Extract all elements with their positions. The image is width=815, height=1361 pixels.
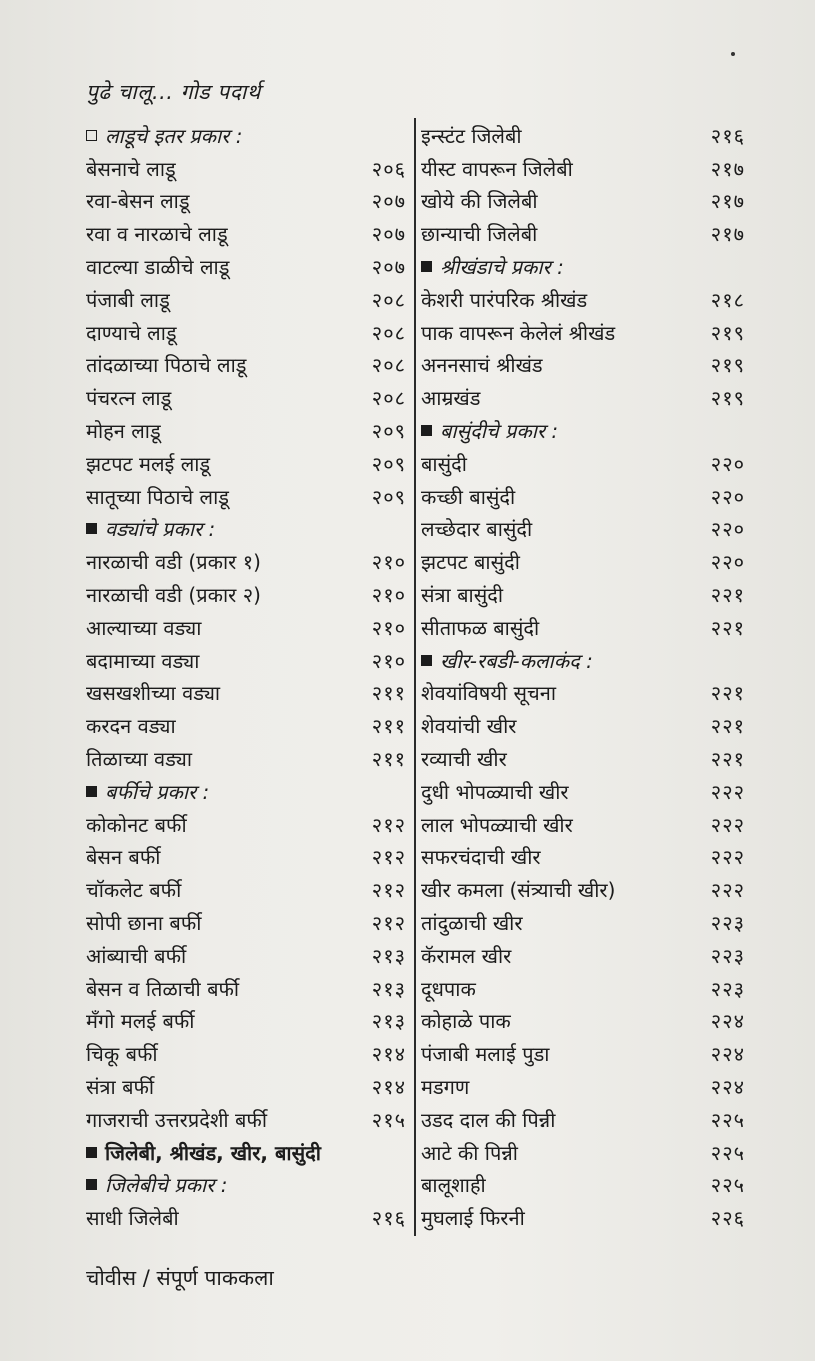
heading-wrap [86,1172,227,1200]
toc-entry [86,741,406,774]
entry-page-number: २२० [710,550,745,575]
page-speck [731,52,735,56]
entry-page-number: २०९ [371,484,406,509]
entry-page-number: २१७ [710,189,745,214]
toc-entry [421,315,745,348]
toc-left-column [86,118,406,1233]
heading-text: वड्यांचे प्रकार : [105,517,216,542]
toc-entry [86,446,406,479]
toc-subheading [421,413,745,446]
toc-entry [421,610,745,643]
toc-entry [421,512,745,545]
entry-page-number: २०७ [371,222,406,247]
entry-title: खसखशीच्या वड्या [86,681,221,706]
entry-page-number: २१४ [371,1074,406,1099]
entry-title: खीर कमला (संत्र्याची खीर) [421,878,616,903]
toc-entry [86,610,406,643]
entry-page-number: २२१ [710,582,745,607]
filled-square-bullet-icon [86,1179,97,1190]
filled-square-bullet-icon [86,1147,97,1158]
entry-title: बदामाच्या वड्या [86,648,200,673]
entry-title: सोपी छाना बर्फी [86,910,202,935]
entry-page-number: २२३ [710,910,745,935]
heading-wrap [421,648,593,676]
toc-entry [86,643,406,676]
entry-title: साधी जिलेबी [86,1206,179,1231]
filled-square-bullet-icon [421,425,432,436]
entry-page-number: २१९ [710,386,745,411]
heading-wrap [421,254,564,282]
toc-entry [421,184,745,217]
entry-title: लच्छेदार बासुंदी [421,517,533,542]
toc-entry [86,479,406,512]
heading-text: जिलेबी, श्रीखंड, खीर, बासुंदी [105,1140,321,1165]
entry-title: दुधी भोपळ्याची खीर [421,779,569,804]
toc-entry [421,1069,745,1102]
filled-square-bullet-icon [421,261,432,272]
toc-entry [86,348,406,381]
entry-title: नारळाची वडी (प्रकार १) [86,550,261,575]
heading-wrap [86,779,209,807]
entry-title: अननसाचं श्रीखंड [421,353,543,378]
entry-title: संत्रा बर्फी [86,1074,155,1099]
entry-title: खोये की जिलेबी [421,189,538,214]
toc-entry [86,413,406,446]
entry-page-number: २०९ [371,418,406,443]
toc-entry [421,708,745,741]
entry-title: सफरचंदाची खीर [421,845,541,870]
entry-page-number: २१३ [371,976,406,1001]
entry-page-number: २१३ [371,1009,406,1034]
toc-entry [86,249,406,282]
entry-title: गाजराची उत्तरप्रदेशी बर्फी [86,1107,267,1132]
entry-page-number: २२५ [710,1107,745,1132]
toc-entry [86,151,406,184]
entry-page-number: २२४ [710,1074,745,1099]
entry-title: आल्याच्या वड्या [86,615,202,640]
entry-title: पंचरत्न लाडू [86,386,172,411]
toc-entry [421,840,745,873]
toc-entry [421,1036,745,1069]
entry-page-number: २२५ [710,1140,745,1165]
toc-entry [421,807,745,840]
entry-page-number: २२४ [710,1009,745,1034]
entry-title: शेवयांविषयी सूचना [421,681,556,706]
toc-entry [86,216,406,249]
entry-title: छान्याची जिलेबी [421,222,538,247]
toc-entry [86,971,406,1004]
entry-page-number: २१७ [710,222,745,247]
toc-entry [421,971,745,1004]
toc-subheading [86,774,406,807]
toc-entry [421,216,745,249]
toc-entry [86,807,406,840]
entry-page-number: २१८ [710,287,745,312]
entry-page-number: २११ [371,681,406,706]
toc-entry [421,446,745,479]
entry-page-number: २१६ [371,1206,406,1231]
toc-entry [421,380,745,413]
toc-entry [421,577,745,610]
toc-entry [421,544,745,577]
entry-page-number: २१४ [371,1042,406,1067]
running-head: पुढे चालू... गोड पदार्थ [86,80,261,104]
entry-title: मडगण [421,1074,470,1099]
entry-page-number: २०८ [371,320,406,345]
entry-page-number: २२२ [710,779,745,804]
entry-page-number: २२६ [710,1206,745,1231]
entry-page-number: २१० [371,648,406,673]
toc-entry [421,1168,745,1201]
entry-page-number: २२२ [710,845,745,870]
entry-title: लाल भोपळ्याची खीर [421,812,573,837]
toc-entry [86,905,406,938]
entry-title: रवा-बेसन लाडू [86,189,190,214]
entry-page-number: २१६ [710,123,745,148]
entry-title: कोहाळे पाक [421,1009,511,1034]
heading-wrap [421,418,558,446]
entry-title: उडद दाल की पिन्नी [421,1107,556,1132]
heading-wrap [86,516,215,544]
entry-title: तांदळाच्या पिठाचे लाडू [86,353,247,378]
entry-title: आंब्याची बर्फी [86,943,187,968]
entry-title: केशरी पारंपरिक श्रीखंड [421,287,588,312]
entry-title: कॅरामल खीर [421,943,512,968]
entry-title: यीस्ट वापरून जिलेबी [421,156,573,181]
entry-title: सीताफळ बासुंदी [421,615,540,640]
entry-title: आम्रखंड [421,386,481,411]
toc-entry [421,348,745,381]
toc-entry [86,938,406,971]
filled-square-bullet-icon [86,523,97,534]
toc-entry [86,872,406,905]
entry-title: मुघलाई फिरनी [421,1206,525,1231]
entry-page-number: २१२ [371,878,406,903]
heading-wrap [86,1140,321,1168]
entry-title: बेसन व तिळाची बर्फी [86,976,240,1001]
toc-entry [86,577,406,610]
entry-page-number: २१० [371,582,406,607]
entry-page-number: २०८ [371,353,406,378]
column-divider [414,118,416,1236]
entry-page-number: २१० [371,550,406,575]
entry-title: बेसनाचे लाडू [86,156,176,181]
entry-title: नारळाची वडी (प्रकार २) [86,582,261,607]
entry-page-number: २०८ [371,287,406,312]
filled-square-bullet-icon [86,786,97,797]
entry-title: वाटल्या डाळीचे लाडू [86,254,230,279]
open-square-bullet-icon [86,130,97,141]
toc-entry [421,872,745,905]
toc-right-column [421,118,745,1233]
toc-entry [421,118,745,151]
entry-page-number: २१९ [710,320,745,345]
toc-entry [421,774,745,807]
entry-page-number: २२० [710,451,745,476]
entry-page-number: २०७ [371,254,406,279]
entry-title: बेसन बर्फी [86,845,161,870]
entry-page-number: २१३ [371,943,406,968]
toc-section-heading [86,1135,406,1168]
entry-title: झटपट मलई लाडू [86,451,211,476]
toc-subheading [86,118,406,151]
heading-text: श्रीखंडाचे प्रकार : [440,254,564,279]
toc-entry [86,282,406,315]
page-footer: चोवीस / संपूर्ण पाककला [86,1266,274,1290]
entry-title: दूधपाक [421,976,476,1001]
heading-text: लाडूचे इतर प्रकार : [105,123,243,148]
heading-text: बासुंदीचे प्रकार : [440,418,559,443]
entry-title: मँगो मलई बर्फी [86,1009,195,1034]
toc-entry [421,676,745,709]
entry-page-number: २०८ [371,386,406,411]
toc-entry [421,741,745,774]
toc-entry [421,905,745,938]
entry-page-number: २२२ [710,812,745,837]
toc-entry [86,1102,406,1135]
toc-subheading [421,643,745,676]
entry-title: झटपट बासुंदी [421,550,520,575]
entry-title: बासुंदी [421,451,467,476]
entry-title: दाण्याचे लाडू [86,320,177,345]
toc-entry [86,1200,406,1233]
entry-title: पंजाबी मलाई पुडा [421,1042,550,1067]
entry-title: चिकू बर्फी [86,1042,158,1067]
toc-entry [86,1004,406,1037]
entry-page-number: २१५ [371,1107,406,1132]
entry-page-number: २२१ [710,615,745,640]
entry-page-number: २२१ [710,714,745,739]
entry-page-number: २२१ [710,681,745,706]
entry-page-number: २१२ [371,812,406,837]
heading-text: बर्फीचे प्रकार : [105,779,210,804]
toc-entry [421,151,745,184]
entry-page-number: २२४ [710,1042,745,1067]
toc-entry [421,282,745,315]
entry-title: रव्याची खीर [421,746,507,771]
entry-title: तांदुळाची खीर [421,910,523,935]
toc-entry [86,184,406,217]
entry-page-number: २२१ [710,746,745,771]
entry-page-number: २१२ [371,910,406,935]
entry-page-number: २२५ [710,1173,745,1198]
entry-title: कच्छी बासुंदी [421,484,516,509]
entry-title: पंजाबी लाडू [86,287,170,312]
entry-title: रवा व नारळाचे लाडू [86,222,228,247]
entry-page-number: २०६ [371,156,406,181]
toc-subheading [86,1168,406,1201]
toc-entry [86,1036,406,1069]
entry-page-number: २१२ [371,845,406,870]
toc-entry [86,708,406,741]
heading-text: जिलेबीचे प्रकार : [105,1173,228,1198]
toc-entry [421,938,745,971]
heading-text: खीर-रबडी-कलाकंद : [440,648,593,673]
toc-entry [421,1004,745,1037]
heading-wrap [86,123,242,151]
entry-page-number: २११ [371,714,406,739]
entry-page-number: २०९ [371,451,406,476]
entry-title: शेवयांची खीर [421,714,517,739]
entry-page-number: २२२ [710,878,745,903]
entry-page-number: २२० [710,484,745,509]
entry-page-number: २२० [710,517,745,542]
toc-entry [86,544,406,577]
entry-title: बालूशाही [421,1173,486,1198]
toc-entry [86,840,406,873]
entry-title: तिळाच्या वड्या [86,746,193,771]
entry-page-number: २०७ [371,189,406,214]
toc-entry [421,479,745,512]
entry-page-number: २२३ [710,976,745,1001]
toc-entry [86,676,406,709]
entry-title: आटे की पिन्नी [421,1140,518,1165]
entry-page-number: २१७ [710,156,745,181]
toc-entry [86,1069,406,1102]
entry-page-number: २१० [371,615,406,640]
entry-title: कोकोनट बर्फी [86,812,187,837]
entry-title: पाक वापरून केलेलं श्रीखंड [421,320,616,345]
entry-title: चॉकलेट बर्फी [86,878,182,903]
entry-title: करदन वड्या [86,714,176,739]
toc-entry [421,1200,745,1233]
filled-square-bullet-icon [421,655,432,666]
entry-title: संत्रा बासुंदी [421,582,504,607]
toc-entry [86,315,406,348]
entry-title: मोहन लाडू [86,418,161,443]
toc-entry [421,1135,745,1168]
toc-subheading [421,249,745,282]
toc-entry [86,380,406,413]
entry-title: इन्स्टंट जिलेबी [421,123,522,148]
entry-title: सातूच्या पिठाचे लाडू [86,484,229,509]
entry-page-number: २१९ [710,353,745,378]
toc-subheading [86,512,406,545]
entry-page-number: २११ [371,746,406,771]
toc-entry [421,1102,745,1135]
entry-page-number: २२३ [710,943,745,968]
